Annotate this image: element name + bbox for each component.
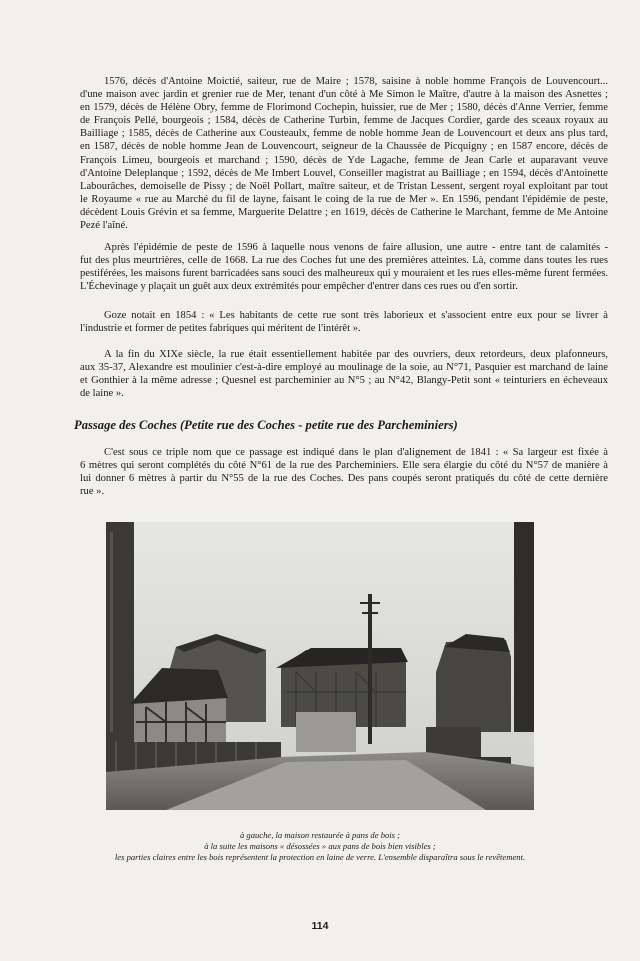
photo-caption <box>60 830 580 864</box>
text-line: de François Pellé, bourgeois ; 1584, décès de Catherine Turbin, femme de Jacques Cordier, garde des sceaux royaux au <box>80 115 608 127</box>
text-line: Après l'épidémie de peste de 1596 à laquelle nous venons de faire allusion, une autre - entre tant de calamités - <box>104 242 608 253</box>
text-line: aux 35-37, Alexandre est moulinier c'est-à-dire employé au moulinage de la soie, au N°71, Pasquier est marchand de laine <box>80 362 608 374</box>
text-line: en 1587, décès de noble homme Jean de Louvencourt, seigneur de la Chaussée de Picquigny ; en 1587 encore, décès de <box>80 141 608 153</box>
paragraph-goze-quote <box>80 309 608 335</box>
text-line: A la fin du XIXe siècle, la rue était essentiellement habitée par des ouvriers, deux retordeurs, deux plafonneurs, <box>104 349 608 360</box>
caption-line: à gauche, la maison restaurée à pans de bois ; <box>239 830 401 840</box>
section-heading: Passage des Coches (Petite rue des Coches - petite rue des Parcheminiers) <box>74 418 458 432</box>
text-line: François Limeu, bourgeois et marchand ; 1590, décès de Yde Lagache, femme de Jean Carle et auparavant veuve <box>80 154 608 166</box>
text-line: C'est sous ce triple nom que ce passage est indiqué dans le plan d'alignement de 1841 : « Sa largeur est fixée à <box>104 447 608 458</box>
text-line: décèdent Louis Grévin et sa femme, Marguerite Delattre ; en 1619, décès de Catherine le Marchant, femme de Me Antoine <box>80 206 608 218</box>
text-line: Bailliage ; 1585, décès de Catherine aux Cousteaulx, femme de noble homme Jean de Louvencourt et deux ans plus tard, <box>80 128 608 140</box>
text-line: l'industrie et former de petites fabriques qui méritent de l'intérêt ». <box>80 323 361 335</box>
paragraph-deaths-list <box>80 75 608 232</box>
text-line: rue ». <box>80 486 105 498</box>
text-line: L'Échevinage y plaçait un guêt aux deux extrémités pour empêcher d'entrer dans ces rues ou d'en sortir. <box>80 281 518 293</box>
text-line: en 1579, décès de Hélène Obry, femme de Florimond Cochepin, huissier, rue de Mer ; 1580, décès d'Anne Verrier, femme <box>80 102 608 114</box>
text-line: d'une maison avec jardin et grenier rue de Mer, tenant d'un côté à Me Simon le Maître, d'autre à la maison des Asnettes ; <box>80 89 608 101</box>
text-line: Goze notait en 1854 : « Les habitants de cette rue sont très laborieux et s'associent entre eux pour se livrer à <box>104 310 608 321</box>
paragraph-passage-alignment <box>80 446 608 498</box>
street-photograph <box>106 522 534 810</box>
text-line: de laine ». <box>80 388 124 400</box>
page-number: 114 <box>311 920 329 932</box>
text-line: le Royaume « rue au Marché du fil de layne, faisant le coing de la rue de Mer ». En 1596, pendant l'épidémie de peste, <box>80 193 608 205</box>
text-line: fut des plus meurtrières, celle de 1668. La rue des Coches fut une des premières atteintes. Là, comme dans toutes les rues <box>80 255 608 267</box>
text-line: d'Antoine Deleplanque ; 1592, décès de Me Imbert Louvel, Conseiller magistrat au Bailliage ; en 1594, décès d'Antoinette <box>80 167 608 179</box>
text-line: 6 mètres qui seront complétés du côté N°61 de la rue des Parcheminiers. Elle sera élargie du côté du N°57 de manière à <box>80 460 608 472</box>
text-line: 1576, décès d'Antoine Moictié, saiteur, rue de Maire ; 1578, saisine à noble homme François de Louvencourt... <box>104 76 608 87</box>
text-line: et Gonthier à la même adresse ; Quesnel est parcheminier au N°5 ; au N°42, Blangy-Petit sont « teinturiers en écheveaux <box>80 375 608 387</box>
paragraph-plague-1668 <box>80 241 608 293</box>
caption-line: à la suite les maisons « désossées » aux pans de bois bien visibles ; <box>204 841 436 852</box>
text-line: Labourâches, demoiselle de Pissy ; de Noël Pollart, maître saiteur, et de Tristan Lessent, sergent royal exploitant par tout <box>80 180 608 192</box>
text-line: lui donner 6 mètres à partir du N°55 de la rue des Coches. Des pans coupés seront pratiqués du côté de cette dernière <box>80 473 608 485</box>
paragraph-nineteenth-century <box>80 348 608 400</box>
text-line: pestiférées, les maisons furent barricadées sans souci des malheureux qui y mouraient et les rues elles-même furent fermées. <box>80 268 608 280</box>
text-line: Pezé l'aîné. <box>80 220 128 232</box>
caption-line: les parties claires entre les bois représentent la protection en laine de verre. L'ensemble disparaîtra sous le revêtement. <box>114 852 526 863</box>
